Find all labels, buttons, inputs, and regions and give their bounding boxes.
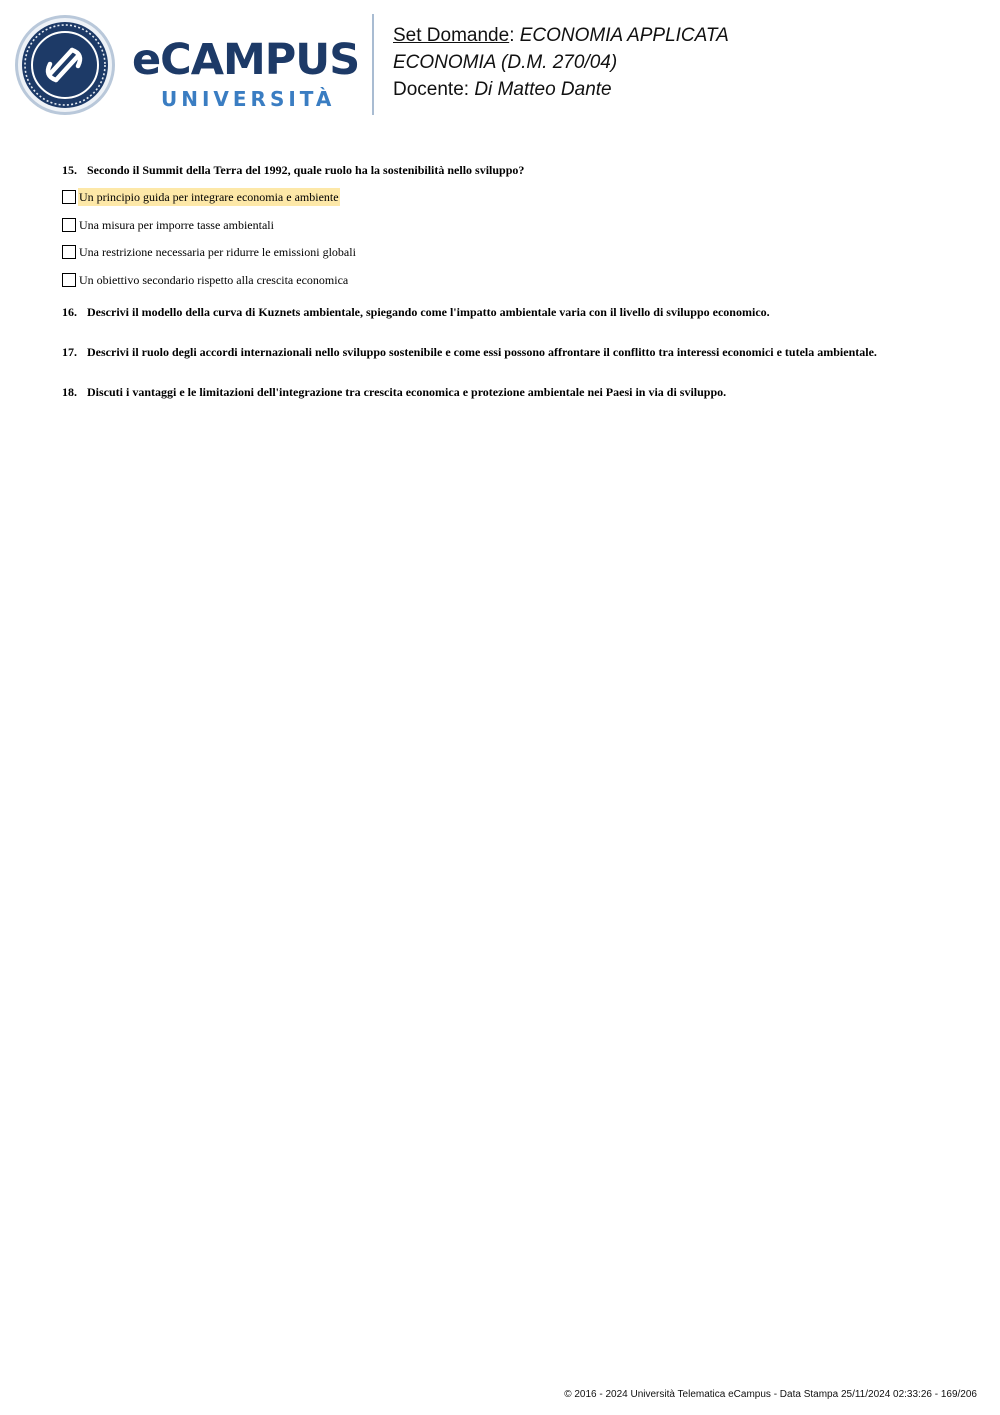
question-16 — [62, 304, 962, 320]
set-separator: : — [509, 25, 520, 46]
question-18 — [62, 384, 962, 400]
question-text: Secondo il Summit della Terra del 1992, quale ruolo ha la sostenibilità nello sviluppo? — [87, 163, 525, 177]
university-seal-icon — [14, 14, 116, 116]
question-number: 18. — [62, 385, 77, 400]
question-list — [62, 162, 962, 400]
universita-subtitle: UNIVERSITÀ — [161, 87, 336, 111]
question-text: Discuti i vantaggi e le limitazioni dell'integrazione tra crescita economica e protezione ambientale nei Paesi in via di sviluppo. — [87, 385, 727, 400]
question-number: 16. — [62, 305, 77, 320]
teacher-label: Docente: — [393, 79, 475, 100]
answer-option[interactable] — [62, 216, 962, 234]
checkbox[interactable] — [62, 218, 76, 232]
set-label: Set Domande — [393, 25, 510, 46]
ecampus-logo — [14, 14, 359, 116]
teacher-line — [393, 76, 729, 103]
ecampus-wordmark: eCAMPUS — [132, 35, 360, 85]
answer-option[interactable] — [62, 271, 962, 289]
answer-option[interactable] — [62, 188, 962, 206]
question-text: Descrivi il ruolo degli accordi internazionali nello sviluppo sostenibile e come essi possono affrontare il conflitto tra interessi economici e tutela ambientale. — [87, 345, 877, 360]
answer-option-text: Una restrizione necessaria per ridurre le emissioni globali — [79, 245, 356, 260]
teacher-name: Di Matteo Dante — [474, 79, 612, 100]
header-info — [393, 22, 729, 103]
course-name: ECONOMIA APPLICATA — [519, 25, 729, 46]
answer-option[interactable] — [62, 243, 962, 261]
answer-option-text: Una misura per imporre tasse ambientali — [79, 217, 274, 232]
answer-options — [62, 188, 962, 289]
degree-name: ECONOMIA (D.M. 270/04) — [393, 52, 618, 73]
page-footer: © 2016 - 2024 Università Telematica eCampus - Data Stampa 25/11/2024 02:33:26 - 169/206 — [564, 1389, 977, 1400]
question-number: 15. — [62, 163, 77, 177]
checkbox[interactable] — [62, 245, 76, 259]
question-15 — [62, 162, 962, 178]
checkbox[interactable] — [62, 273, 76, 287]
set-line — [393, 22, 729, 49]
answer-option-text: Un obiettivo secondario rispetto alla crescita economica — [79, 273, 349, 288]
question-number: 17. — [62, 345, 77, 360]
checkbox[interactable] — [62, 190, 76, 204]
answer-option-text: Un principio guida per integrare economia e ambiente — [79, 190, 339, 204]
question-17 — [62, 344, 962, 360]
header-divider — [372, 14, 374, 115]
question-text: Descrivi il modello della curva di Kuznets ambientale, spiegando come l'impatto ambientale varia con il livello di sviluppo economico. — [87, 305, 770, 320]
